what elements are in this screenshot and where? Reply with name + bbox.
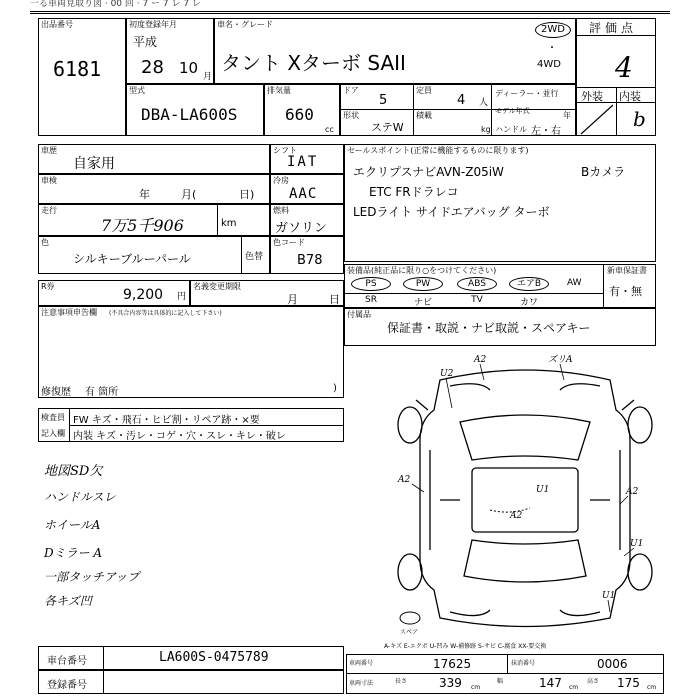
color-code-value: B78	[297, 253, 323, 268]
drive-divider: ・	[547, 43, 557, 54]
model-year-label: モデル年式	[495, 107, 530, 115]
mileage-box	[38, 204, 270, 236]
warranty-value: 有・無	[609, 285, 642, 298]
body-shape-label: 形状	[343, 111, 359, 120]
other-items-label: 付属品	[347, 310, 371, 319]
other-items-value: 保証書・取説・ナビ取説・スペアキー	[387, 321, 591, 335]
dealer-label: ディーラー・並行	[495, 89, 559, 98]
recycle-unit: 円	[177, 292, 187, 302]
steering-label: ハンドル	[495, 125, 527, 134]
mark-right-u1: U1	[630, 539, 644, 549]
length-value: 339	[439, 676, 462, 690]
notes-hint: (不具合内容等は具体的に記入して下さい)	[109, 310, 222, 317]
width-value: 147	[539, 676, 562, 690]
hw-note-3: ホイールA	[44, 518, 101, 532]
equip-airbag: エアB	[509, 277, 549, 291]
name-change-month: 月	[287, 293, 298, 306]
displacement-box	[264, 84, 340, 136]
name-change-label: 名義変更期限	[193, 282, 241, 291]
capacity-value: 4	[457, 93, 466, 108]
mileage-label: 走行	[41, 206, 57, 215]
transfer-value: 0006	[597, 657, 628, 671]
chassis-box	[38, 646, 344, 670]
cooling-label: 冷房	[273, 176, 289, 185]
inspector-notes-box	[38, 408, 344, 442]
registration-box	[126, 18, 214, 84]
warranty-label: 新車保証書	[607, 266, 647, 275]
color-box	[38, 236, 270, 274]
evaluation-label: 評価点	[589, 21, 638, 35]
fuel-label: 燃料	[273, 206, 289, 215]
recycle-value: 9,200	[123, 287, 164, 303]
repair-label: 修復歴	[41, 387, 71, 398]
drive-4wd: 4WD	[537, 59, 561, 70]
exterior-label: 外装	[581, 90, 603, 103]
doors-value: 5	[379, 93, 388, 108]
load-unit: kg	[481, 125, 491, 134]
sales-points-label: セールスポイント(正常に機能するものに限ります)	[347, 146, 529, 155]
history-value: 自家用	[73, 156, 115, 172]
equip-pw: PW	[403, 277, 443, 291]
width-unit: cm	[569, 684, 579, 691]
model-name-box	[214, 18, 576, 84]
mark-u2: U2	[440, 369, 454, 379]
displacement-value: 660	[285, 105, 314, 124]
spec-box	[340, 84, 576, 136]
equip-tv: TV	[471, 295, 483, 305]
hw-note-5: 一部タッチアップ	[44, 570, 140, 584]
evaluation-score: 4	[615, 51, 633, 84]
inspector-label-2: 記入欄	[41, 429, 65, 438]
sales-point-4: LEDライト サイドエアバッグ ターボ	[353, 205, 550, 219]
mileage-value: 7万5千906	[101, 216, 184, 235]
registration-month-unit: 月	[203, 72, 213, 82]
mark-rear-u1: U1	[602, 591, 616, 601]
hw-note-6: 各キズ凹	[44, 594, 92, 608]
fixed-value: 17625	[433, 657, 472, 671]
capacity-label: 定員	[416, 86, 432, 95]
cooling-box	[270, 174, 344, 204]
doors-label: ドア	[343, 86, 359, 95]
recycle-box	[38, 280, 190, 306]
hw-note-1: 地図SD欠	[44, 464, 103, 479]
sales-point-3: ETC FRドラレコ	[369, 185, 459, 199]
model-name-label: 車名・グレード	[217, 20, 273, 29]
fuel-box	[270, 204, 344, 236]
inspection-year-unit: 年	[139, 188, 150, 201]
mark-center-a2: A2	[510, 511, 523, 521]
equip-sr: SR	[365, 295, 377, 305]
equip-aw: AW	[567, 278, 582, 288]
exterior-slash	[577, 103, 617, 136]
equip-ps: PS	[351, 277, 391, 291]
model-code-box	[126, 84, 264, 136]
inspector-row-2: 内装 キズ・汚レ・コゲ・穴・スレ・キレ・破レ	[73, 431, 286, 442]
registration-year: 28	[141, 57, 164, 78]
load-label: 積載	[416, 111, 432, 120]
displacement-unit: cc	[325, 125, 334, 134]
equip-leather: カワ	[519, 298, 538, 308]
spare-label: スペア	[400, 629, 419, 636]
mileage-unit: km	[221, 218, 237, 229]
model-year-unit: 年	[563, 111, 571, 120]
height-value: 175	[617, 676, 640, 690]
history-label: 車歴	[41, 146, 57, 155]
fuel-value: ガソリン	[275, 221, 328, 236]
notes-label: 注意事項申告欄	[41, 308, 97, 317]
lot-label: 出品番号	[41, 20, 73, 29]
repaint-label: 色替	[245, 252, 264, 262]
chassis-value: LA600S-0475789	[159, 650, 269, 665]
model-code-label: 型式	[129, 86, 145, 95]
repair-close-bracket: )	[333, 383, 337, 394]
registration-no-box	[38, 670, 344, 694]
fixed-label: 車両番号	[349, 660, 374, 667]
mark-front-zuri: ズリA	[548, 355, 573, 365]
body-shape-value: ステW	[371, 121, 404, 134]
inspection-month-unit: 月(	[181, 188, 197, 201]
evaluation-box	[576, 18, 656, 136]
hw-note-2: ハンドルスレ	[44, 490, 116, 504]
history-box	[38, 144, 270, 174]
lot-number: 6181	[53, 57, 102, 81]
steering-value: 左・右	[531, 126, 561, 137]
displacement-label: 排気量	[267, 86, 291, 95]
hw-note-4: Dミラー A	[44, 546, 103, 560]
width-label: 幅	[497, 678, 504, 685]
color-code-box	[270, 236, 344, 274]
mark-roof-u1: U1	[536, 485, 550, 495]
color-value: シルキーブルーパール	[73, 252, 191, 266]
color-label: 色	[41, 238, 49, 247]
registration-month: 10	[179, 59, 199, 77]
sales-point-2: Bカメラ	[581, 165, 626, 179]
equip-navi: ナビ	[413, 298, 432, 308]
registration-era: 平成	[133, 35, 158, 49]
transfer-label: 抹消番号	[511, 660, 536, 667]
interior-score: b	[633, 107, 646, 131]
equipment-box	[344, 264, 656, 308]
height-label: 高さ	[587, 678, 600, 685]
inspector-label-1: 検査員	[41, 413, 65, 422]
size-label: 車両寸法	[349, 680, 374, 687]
bottom-right-box	[346, 654, 664, 694]
interior-label: 内装	[619, 90, 641, 103]
shift-value: IAT	[287, 154, 319, 170]
length-unit: cm	[471, 684, 481, 691]
registration-label: 初度登録年月	[129, 20, 177, 29]
length-label: 長さ	[395, 678, 408, 685]
inspector-row-1: FW キズ・飛石・ヒビ割・リペア跡・×要	[73, 415, 260, 426]
damage-legend: A-キズ E-エクボ U-凹み W-補修跡 S-サビ C-腐食 XX-要交換	[384, 643, 547, 650]
mark-right-a2: A2	[626, 487, 639, 497]
top-strip: 一る車両見取り図 · 00 回 · 7 ー 7 レ 7 レ	[30, 0, 201, 9]
height-unit: cm	[647, 684, 657, 691]
repair-value: 有 箇所	[85, 387, 119, 398]
other-items-box	[344, 308, 656, 346]
drive-2wd: 2WD	[535, 22, 571, 38]
lot-number-box	[38, 18, 126, 136]
mark-front-a2: A2	[474, 355, 487, 365]
chassis-label: 車台番号	[47, 656, 87, 667]
inspection-label: 車検	[41, 176, 57, 185]
sales-point-1: エクリプスナビAVN-Z05iW	[353, 165, 504, 179]
recycle-label: R券	[41, 282, 55, 291]
capacity-unit: 人	[479, 98, 489, 108]
sales-points-box	[344, 144, 656, 262]
equipment-label: 装備品(純正品に限り○をつけてください)	[347, 266, 497, 275]
car-diagram	[380, 350, 670, 640]
name-change-box	[190, 280, 344, 306]
registration-no-label: 登録番号	[47, 680, 87, 691]
color-code-label: 色コード	[273, 238, 305, 247]
name-change-day: 日	[329, 293, 340, 306]
cooling-value: AAC	[289, 186, 318, 202]
model-name-value: タント Xターボ SAII	[221, 51, 406, 75]
model-code-value: DBA-LA600S	[141, 105, 238, 124]
notes-box	[38, 306, 344, 398]
inspection-day-unit: 日)	[239, 188, 255, 201]
mark-left-a2: A2	[398, 475, 411, 485]
equip-abs: ABS	[457, 277, 497, 291]
shift-box	[270, 144, 344, 174]
inspection-box	[38, 174, 270, 204]
shift-label: シフト	[273, 146, 297, 155]
